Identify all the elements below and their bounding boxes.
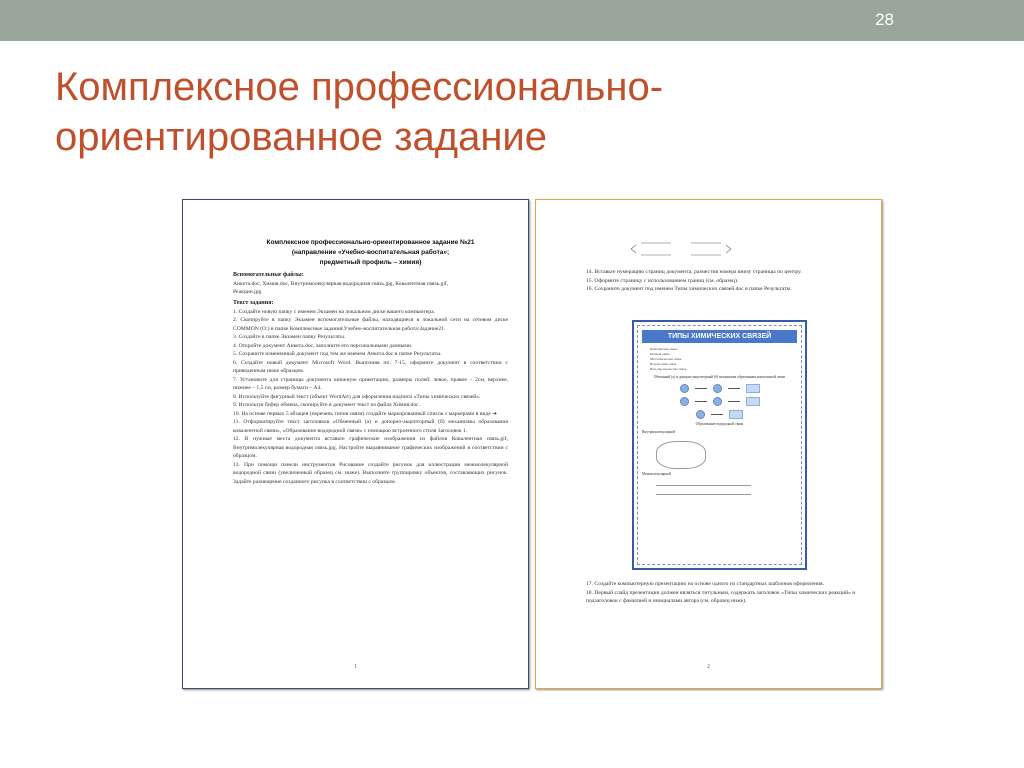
sample-document-border xyxy=(637,325,802,565)
slide-title xyxy=(55,62,955,162)
task-item: 17. Создайте компьютерную презентацию на основе одного из стандартных шаблонов оформления. xyxy=(586,581,824,587)
sample-bullet: Ковалентная связь xyxy=(650,347,678,351)
task-item: 7. Установите для страницы документа книжную ориентацию, размеры полей: левое, правое – 2см, верхнее, нижнее – 1,5 см, размер бумаги – А4. xyxy=(233,376,508,392)
task-item: 1. Создайте новую папку с именем Экзамен на локальном диске вашего компьютера. xyxy=(233,308,435,315)
sample-label-intra: Внутримолекулярной xyxy=(642,430,676,434)
atom-icon xyxy=(713,397,722,406)
atom-icon xyxy=(713,384,722,393)
doc-heading-1: Комплексное профессионально-ориентированное задание №21 xyxy=(266,239,475,246)
sample-bullet: Металлическая связь xyxy=(650,357,682,361)
sample-reaction-row xyxy=(642,384,797,393)
task-item: 10. На основе первых 5 абзацев (перечень типов связи) создайте маркированный список с маркерами в виде ➔ xyxy=(233,410,497,417)
document-page-1 xyxy=(182,199,529,689)
page-number-1: 1 xyxy=(354,664,357,670)
arrow-icon xyxy=(695,388,707,389)
task-list-2 xyxy=(586,268,865,294)
files-label: Вспомогательные файлы: xyxy=(233,272,304,278)
sample-reaction-row xyxy=(642,397,797,406)
task-list xyxy=(233,308,508,487)
sample-bullet: Ионная связь xyxy=(650,352,670,356)
atom-icon xyxy=(680,397,689,406)
slide-number: 28 xyxy=(875,10,894,29)
sample-bullet: Водородная связь xyxy=(650,362,677,366)
molecule-icon xyxy=(746,384,760,393)
molecule-icon xyxy=(746,397,760,406)
sample-heading-2: Образование водородной связи xyxy=(695,422,744,426)
arrow-icon xyxy=(695,401,707,402)
sample-label-inter: Межмолекулярной xyxy=(642,472,671,476)
task-item: 8. Используйте фигурный текст (объект WordArt) для оформления надписи «Типы химических связей». xyxy=(233,393,481,400)
files-line-1: Анкета.doc, Химия.doc, Внутримолекулярная водородная связь.jpg, Ковалентная связь.gif, xyxy=(233,280,449,287)
task-item: 11. Отформатируйте текст заголовков «Обменный (а) и донорно-акцепторный (б) механизмы образования ковалентной связи», «Образование водородной связи» с помощью встроенного стиля Заголовок 1. xyxy=(233,419,508,434)
molecule-diagram xyxy=(621,235,741,263)
atom-icon xyxy=(696,410,705,419)
task-item: 16. Сохраните документ под именем Типы химических связей.doc в папке Результаты. xyxy=(586,286,792,292)
task-item: 4. Откройте документ Анкета.doc, заполните его персональными данными. xyxy=(233,342,413,349)
files-line-2: Реакции.jpg xyxy=(233,288,262,295)
atom-icon xyxy=(680,384,689,393)
arrow-icon xyxy=(728,388,740,389)
slide-title-line2: ориентированное задание xyxy=(55,115,548,159)
sample-heading-1: Обменный (а) и донорно-акцепторный (б) механизмы образования ковалентной связи xyxy=(653,375,786,379)
task-item: 3. Создайте в папке Экзамен папку Результаты. xyxy=(233,334,346,341)
task-item: 15. Оформите страницу с использованием границ (см. образец). xyxy=(586,277,739,284)
slide-title-line1: Комплексное профессионально- xyxy=(55,65,664,109)
sample-bullet: Ван-дер-ваальсова связь xyxy=(650,367,687,371)
task-item: 9. Используя буфер обмена, скопируйте в документ текст из файла Химия.doc. xyxy=(233,402,421,409)
task-item: 13. При помощи панели инструментов Рисование создайте рисунок для иллюстрации межмолекулярной водородной связи (увеличенный образец см. ниже). Выполните группировку объектов, составляющих рисунок. Задайте размещение созданного рисунка в соответствии с образцом. xyxy=(233,461,508,485)
task-label: Текст задания: xyxy=(233,300,274,307)
task-item: 18. Первый слайд презентации должен являться титульным, содержать заголовок «Типы химических реакций» и подзаголовок с фамилией и инициалами автора (см. образец ниже). xyxy=(586,589,856,604)
task-item: 2. Скопируйте в папку Экзамен вспомогательные файлы, находящиеся в локальной сети на сетевом диске COMMON (O:) в папке Комплексные задания\Учебно-воспитательная работа\Задание21. xyxy=(233,317,508,332)
task-item: 5. Сохраните измененный документ под тем же именем Анкета.doc в папке Результаты. xyxy=(233,351,442,358)
doc-heading-3: предметный профиль – химия) xyxy=(319,259,422,266)
document-page-2 xyxy=(535,199,882,689)
task-item: 6. Создайте новый документ Microsoft Word. Выполняя пп. 7-15, оформите документ в соответствии с приведенным ниже образцом. xyxy=(233,359,508,375)
sample-document-image xyxy=(632,320,807,570)
task-item: 12. В нужные места документа вставьте графические изображения из файлов Ковалентная связь.gif, Внутримолекулярная водородная связь.jpg. Настройте выравнивание графических изображений в соответствии с образцом. xyxy=(233,436,508,460)
ring-structure-icon xyxy=(656,441,706,469)
arrow-icon xyxy=(728,401,740,402)
arrow-icon xyxy=(711,414,723,415)
molecule-icon xyxy=(729,410,743,419)
sample-reaction-row xyxy=(642,410,797,419)
task-item: 14. Вставьте нумерацию страниц документа, разместив номера внизу страницы по центру. xyxy=(586,269,802,275)
chain-structure-icon xyxy=(656,485,751,495)
slide-top-bar xyxy=(0,0,1024,41)
doc-heading-2: (направление «Учебно-воспитательная работа»; xyxy=(291,249,450,256)
page-number-2: 2 xyxy=(707,664,710,670)
task-list-3 xyxy=(586,580,871,606)
sample-wordart-title: ТИПЫ ХИМИЧЕСКИХ СВЯЗЕЙ xyxy=(642,330,797,343)
sample-bullet-list xyxy=(642,347,797,372)
